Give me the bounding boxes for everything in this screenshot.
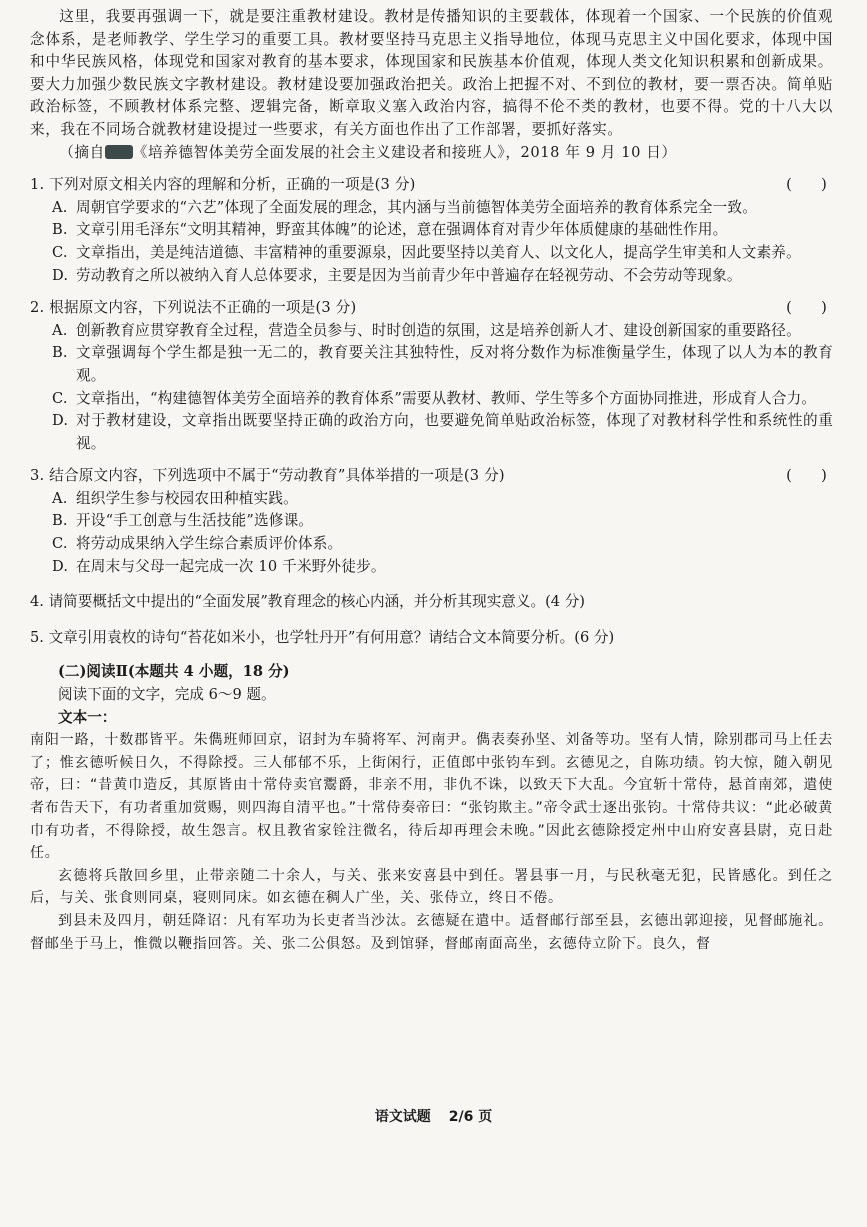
- source-prefix: （摘自: [59, 143, 105, 161]
- option-b: [30, 342, 833, 387]
- reading-section-2: [30, 661, 833, 729]
- text-one-body: [30, 729, 833, 955]
- option-letter: D.: [52, 412, 69, 430]
- option-d: [30, 265, 833, 288]
- footer-subject: 语文试题: [374, 1109, 431, 1126]
- option-a: [30, 197, 833, 220]
- option-text: 文章引用毛泽东“文明其精神，野蛮其体魄”的论述，意在强调体育对青少年体质健康的基础性作用。: [76, 221, 728, 239]
- option-letter: D.: [52, 266, 69, 284]
- section-heading: (二)阅读Ⅱ(本题共 4 小题，18 分): [58, 663, 290, 681]
- question-4: 4. 请简要概括文中提出的“全面发展”教育理念的核心内涵，并分析其现实意义。(4 分): [30, 593, 585, 611]
- option-text: 开设“手工创意与生活技能”选修课。: [76, 512, 314, 530]
- option-letter: C.: [52, 389, 68, 407]
- option-d: [30, 556, 833, 579]
- option-c: [30, 533, 833, 556]
- option-letter: C.: [52, 535, 68, 553]
- text-one-label: 文本一：: [58, 708, 117, 726]
- option-text: 对于教材建设，文章指出既要坚持正确的政治方向，也要避免简单贴政治标签，体现了对教材科学性和系统性的重视。: [76, 412, 833, 452]
- option-c: [30, 242, 833, 265]
- option-letter: A.: [52, 489, 68, 507]
- answer-blank: ( ): [786, 176, 827, 194]
- question-5: 5. 文章引用袁枚的诗句“苔花如米小，也学牡丹开”有何用意？请结合文本简要分析。(6 分): [30, 628, 615, 646]
- section-instruction: 阅读下面的文字，完成 6～9 题。: [58, 686, 276, 704]
- option-text: 周朝官学要求的“六艺”体现了全面发展的理念，其内涵与当前德智体美劳全面培养的教育体系完全一致。: [76, 198, 758, 216]
- question-stem-text: 2. 根据原文内容，下列说法不正确的一项是(3 分): [30, 299, 357, 317]
- option-text: 将劳动成果纳入学生综合素质评价体系。: [76, 535, 343, 553]
- answer-blank: ( ): [786, 467, 827, 485]
- option-letter: C.: [52, 243, 68, 261]
- option-b: [30, 219, 833, 242]
- source-suffix: 《培养德智体美劳全面发展的社会主义建设者和接班人》，2018 年 9 月 10 日）: [132, 143, 677, 161]
- question-stem: [30, 465, 833, 488]
- footer-page-number: 2/6 页: [448, 1109, 493, 1126]
- intro-paragraph: 这里，我要再强调一下，就是要注重教材建设。教材是传播知识的主要载体，体现着一个国家、一个民族的价值观念体系，是老师教学、学生学习的重要工具。教材要坚持马克思主义指导地位，体现马克思主义中国化要求，体现中国和中华民族风格，体现党和国家对教育的基本要求，体现国家和民族基本价值观，体现人类文化知识积累和创新成果。要大力加强少数民族文字教材建设。教材建设要加强政治把关。政治上把握不对、不到位的教材，要一票否决。简单贴政治标签，不顾教材体系完整、逻辑完备，断章取义塞入政治内容，搞得不伦不类的教材，也要不得。党的十八大以来，我在不同场合就教材建设提过一些要求，有关方面也作出了工作部署，要抓好落实。: [30, 8, 833, 138]
- option-letter: A.: [52, 198, 68, 216]
- question-stem-text: 3. 结合原文内容，下列选项中不属于“劳动教育”具体举措的一项是(3 分): [30, 467, 505, 485]
- option-text: 在周末与父母一起完成一次 10 千米野外徒步。: [76, 557, 386, 575]
- option-letter: B.: [52, 221, 68, 239]
- page-footer: [0, 1106, 867, 1129]
- option-a: [30, 488, 833, 511]
- text-one-paragraph: 南阳一路，十数郡皆平。朱儁班师回京，诏封为车骑将军、河南尹。儁表奏孙坚、刘备等功。坚有人情，除别郡司马上任去了；惟玄德听候日久，不得除授。三人郁郁不乐，上街闲行，正值郎中张钧车到。玄德见之，自陈功绩。钧大惊，随入朝见帝，曰：“昔黄巾造反，其原皆由十常侍卖官鬻爵，非亲不用，非仇不诛，以致天下大乱。今宜斩十常侍，悬首南郊，遣使者布告天下，有功者重加赏赐，则四海自清平也。”十常侍奏帝曰：“张钧欺主。”帝令武士逐出张钧。十常侍共议：“此必破黄巾有功者，不得除授，故生怨言。权且教省家铨注微名，待后却再理会未晚。”因此玄德除授定州中山府安喜县尉，克日赴任。: [30, 732, 833, 862]
- option-text: 文章指出，美是纯洁道德、丰富精神的重要源泉，因此要坚持以美育人、以文化人，提高学生审美和人文素养。: [76, 243, 801, 261]
- option-letter: D.: [52, 557, 69, 575]
- answer-blank: ( ): [786, 299, 827, 317]
- option-d: [30, 410, 833, 455]
- option-b: [30, 510, 833, 533]
- option-letter: B.: [52, 512, 68, 530]
- option-text: 组织学生参与校园农田种植实践。: [76, 489, 298, 507]
- question-stem: [30, 174, 833, 197]
- option-letter: B.: [52, 344, 68, 362]
- option-text: 创新教育应贯穿教育全过程，营造全员参与、时时创造的氛围，这是培养创新人才、建设创新国家的重要路径。: [76, 321, 801, 339]
- text-one-paragraph: 玄德将兵散回乡里，止带亲随二十余人，与关、张来安喜县中到任。署县事一月，与民秋毫无犯，民皆感化。到任之后，与关、张食则同桌，寝则同床。如玄德在稠人广坐，关、张侍立，终日不倦。: [30, 867, 833, 907]
- question-stem-text: 1. 下列对原文相关内容的理解和分析，正确的一项是(3 分): [30, 176, 416, 194]
- option-letter: A.: [52, 321, 68, 339]
- option-text: 劳动教育之所以被纳入育人总体要求，主要是因为当前青少年中普遍存在轻视劳动、不会劳动等现象。: [76, 266, 742, 284]
- source-citation: [30, 142, 833, 165]
- option-a: [30, 320, 833, 343]
- option-text: 文章指出，“构建德智体美劳全面培养的教育体系”需要从教材、教师、学生等多个方面协同推进，形成育人合力。: [76, 389, 817, 407]
- option-c: [30, 388, 833, 411]
- redaction-mark: [105, 145, 133, 159]
- option-text: 文章强调每个学生都是独一无二的，教育要关注其独特性，反对将分数作为标准衡量学生，体现了以人为本的教育观。: [76, 344, 833, 384]
- text-one-paragraph: 到县未及四月，朝廷降诏：凡有军功为长吏者当沙汰。玄德疑在遣中。适督邮行部至县，玄德出郭迎接，见督邮施礼。督邮坐于马上，惟微以鞭指回答。关、张二公俱怒。及到馆驿，督邮南面高坐，玄德侍立阶下。良久，督: [30, 912, 833, 952]
- question-1: [30, 174, 833, 287]
- question-stem: [30, 297, 833, 320]
- question-2: [30, 297, 833, 455]
- question-3: [30, 465, 833, 578]
- intro-passage: [30, 6, 833, 164]
